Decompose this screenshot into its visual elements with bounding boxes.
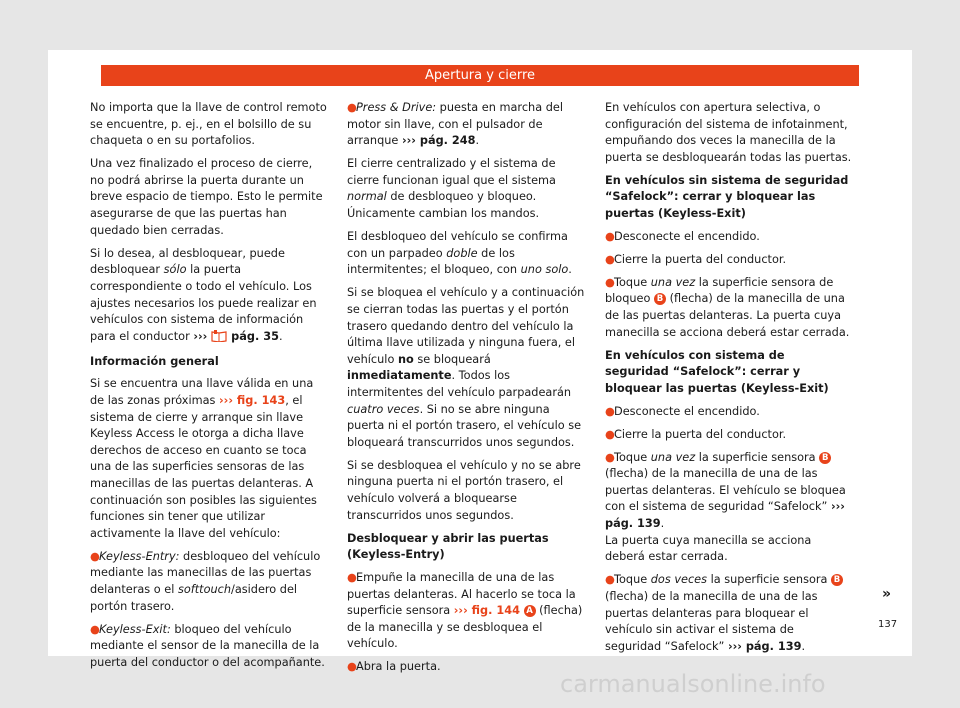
bullet-item: ●Cierre la puerta del conductor.	[605, 252, 852, 269]
column-3	[605, 100, 852, 662]
bullet-item: ●Abra la puerta.	[347, 659, 586, 676]
bullet-item: ●Desconecte el encendido.	[605, 404, 852, 421]
page-number: 137	[878, 619, 898, 630]
paragraph: La puerta cuya manecilla se acciona deberá estar cerrada.	[605, 533, 812, 564]
subheading: Información general	[90, 354, 219, 368]
figure-reference[interactable]: ››› fig. 144	[453, 604, 520, 618]
callout-badge: B	[819, 452, 831, 464]
bullet-icon: ●	[605, 427, 615, 441]
page-reference[interactable]: ››› pág. 139	[605, 500, 845, 531]
cross-reference[interactable]: ›››	[193, 329, 212, 343]
column-2	[347, 100, 586, 683]
bullet-icon: ●	[347, 570, 357, 584]
bullet-icon: ●	[347, 660, 357, 674]
bullet-icon: ●	[605, 573, 615, 587]
bullet-icon: ●	[605, 275, 615, 289]
figure-reference[interactable]: ››› fig. 143	[219, 394, 286, 407]
bullet-icon: ●	[605, 229, 615, 243]
bullet-item: ●Toque una vez la superficie sensora de bloqueo B (flecha) de la manecilla de una de las puertas delanteras. La puerta cuya manecilla se acciona deberá estar cerrada.	[605, 275, 850, 339]
bullet-icon: ●	[90, 549, 100, 563]
callout-badge: B	[654, 293, 666, 305]
column-1	[90, 100, 329, 678]
bullet-item: ●Cierre la puerta del conductor.	[605, 427, 852, 444]
bullet-icon: ●	[605, 404, 615, 418]
section-header: Apertura y cierre	[101, 65, 859, 86]
bullet-icon: ●	[90, 622, 100, 636]
paragraph: Si lo desea, al desbloquear, puede desbloquear sólo la puerta correspondiente o todo el vehículo. Los ajustes necesarios los puede realizar en vehículos con sistema de información para el conductor ››› pág. 35.	[90, 246, 329, 348]
paragraph: En vehículos con apertura selectiva, o configuración del sistema de infotainment, empuñando dos veces la manecilla de la puerta se desbloquearán todas las puertas.	[605, 101, 852, 164]
bullet-item: ●Keyless-Exit: bloqueo del vehículo mediante el sensor de la manecilla de la puerta del conductor o del acompañante.	[90, 622, 325, 669]
bullet-item: ●Press & Drive: puesta en marcha del motor sin llave, con el pulsador de arranque ››› pág. 248.	[347, 101, 563, 148]
paragraph: Si se encuentra una llave válida en una de las zonas próximas ››› fig. 143, el sistema de cierre y arranque sin llave Keyless Access le otorga a dicha llave derechos de acceso en cuanto se toca una de las superficies sensoras de las manecillas de las puertas delanteras. A continuación son posibles las siguientes funciones sin tener que utilizar activamente la llave del vehículo:	[90, 377, 317, 540]
paragraph: Si se bloquea el vehículo y a continuación se cierran todas las puertas y el portón trasero quedando dentro del vehículo la última llave utilizada y ninguna fuera, el vehículo no se bloqueará inmediatamente. Todos los intermitentes del vehículo parpadearán cuatro veces. Si no se abre ninguna puerta ni el portón trasero, el vehículo se bloqueará transcurridos unos segundos.	[347, 286, 585, 449]
paragraph: Una vez finalizado el proceso de cierre, no podrá abrirse la puerta durante un breve espacio de tiempo. Esto le permite asegurarse de que las puertas han quedado bien cerradas.	[90, 157, 323, 237]
callout-badge: B	[831, 574, 843, 586]
continue-mark: »	[882, 586, 892, 602]
bullet-icon: ●	[605, 450, 615, 464]
bullet-item: ●Empuñe la manecilla de una de las puertas delanteras. Al hacerlo se toca la superficie sensora ››› fig. 144 A (flecha) de la manecilla y se desbloquea el vehículo.	[347, 570, 583, 651]
paragraph: Si se desbloquea el vehículo y no se abre ninguna puerta ni el portón trasero, el vehículo volverá a bloquearse transcurridos unos segundos.	[347, 458, 581, 522]
subheading: En vehículos sin sistema de seguridad “Safelock”: cerrar y bloquear las puertas (Keyless-Exit)	[605, 173, 849, 221]
subheading: Desbloquear y abrir las puertas (Keyless-Entry)	[347, 531, 549, 562]
watermark: carmanualsonline.info	[560, 670, 826, 698]
bullet-icon: ●	[347, 101, 357, 114]
page-reference[interactable]: ››› pág. 248	[401, 134, 476, 148]
bullet-item: ●Toque dos veces la superficie sensora B (flecha) de la manecilla de una de las puertas delanteras para bloquear el vehículo sin activar el sistema de seguridad “Safelock” ››› pág. 139.	[605, 572, 852, 655]
page-reference[interactable]: ››› pág. 139	[727, 639, 802, 653]
book-icon	[211, 330, 227, 348]
bullet-item: ●Desconecte el encendido.	[605, 229, 852, 246]
paragraph: El desbloqueo del vehículo se confirma con un parpadeo doble de los intermitentes; el bloqueo, con uno solo.	[347, 230, 572, 277]
bullet-item: ●Toque una vez la superficie sensora B (flecha) de la manecilla de una de las puertas delanteras. El vehículo se bloquea con el sistema de seguridad “Safelock” ››› pág. 139.	[605, 450, 846, 531]
subheading: En vehículos con sistema de seguridad “Safelock”: cerrar y bloquear las puertas (Keyless-Exit)	[605, 348, 829, 395]
bullet-item: ●Keyless-Entry: desbloqueo del vehículo mediante las manecillas de las puertas delanteras o el softtouch/asidero del portón trasero.	[90, 549, 321, 613]
paragraph: No importa que la llave de control remoto se encuentre, p. ej., en el bolsillo de su chaqueta o en su portafolios.	[90, 101, 327, 148]
paragraph: El cierre centralizado y el sistema de cierre funcionan igual que el sistema normal de desbloqueo y bloqueo. Únicamente cambian los mandos.	[347, 157, 556, 221]
callout-badge: A	[524, 605, 536, 617]
page-reference[interactable]: pág. 35	[227, 329, 279, 343]
bullet-icon: ●	[605, 252, 615, 266]
manual-page	[48, 50, 912, 674]
